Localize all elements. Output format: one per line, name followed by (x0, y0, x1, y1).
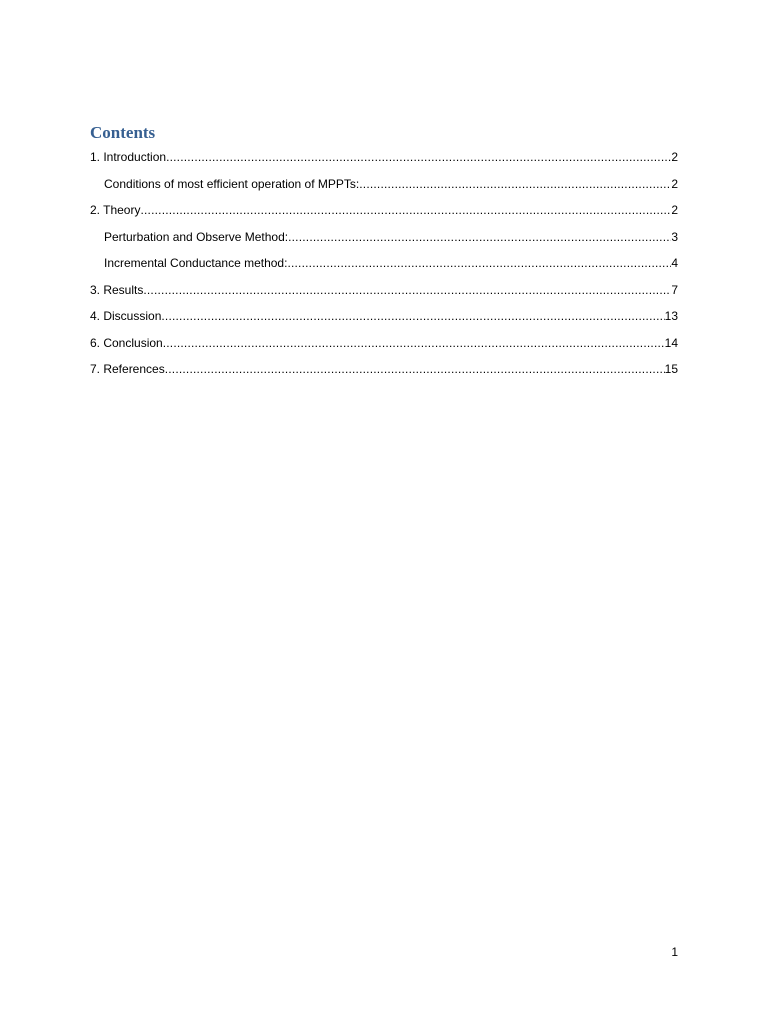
toc-dot-leader (287, 254, 671, 272)
toc-entry-title: 6. Conclusion (90, 335, 163, 350)
toc-entry-references[interactable] (90, 360, 678, 387)
toc-entry-conclusion[interactable] (90, 334, 678, 361)
toc-heading: Contents (90, 123, 156, 142)
toc-entry-title: 1. Introduction (90, 150, 167, 164)
toc-entry-title: 2. Theory (90, 203, 141, 217)
toc-entry-conditions-mppt[interactable] (90, 175, 678, 202)
toc-entry-page: 4 (671, 256, 678, 270)
toc-entry-title: Conditions of most efficient operation of MPPTs: (104, 176, 360, 191)
toc-entry-page: 14 (664, 335, 678, 350)
toc-entry-page: 3 (671, 229, 678, 244)
footer-page-number: 1 (671, 945, 678, 959)
toc-dot-leader (140, 201, 671, 219)
toc-entry-incremental-conductance[interactable] (90, 254, 678, 281)
toc-dot-leader (143, 281, 671, 299)
toc-dot-leader (163, 334, 665, 352)
toc-list (90, 148, 678, 387)
toc-entry-perturbation-observe[interactable] (90, 228, 678, 255)
toc-dot-leader (359, 175, 671, 193)
toc-dot-leader (288, 228, 671, 246)
toc-entry-page: 13 (664, 309, 678, 323)
toc-entry-theory[interactable] (90, 201, 678, 228)
toc-entry-title: 3. Results (90, 282, 144, 297)
toc-entry-title: 7. References (90, 362, 165, 376)
toc-dot-leader (165, 360, 665, 378)
toc-entry-discussion[interactable] (90, 307, 678, 334)
toc-entry-page: 2 (671, 203, 678, 217)
toc-dot-leader (161, 307, 664, 325)
toc-entry-page: 2 (671, 150, 678, 164)
toc-entry-page: 7 (671, 282, 678, 297)
toc-entry-title: 4. Discussion (90, 309, 162, 323)
toc-entry-introduction[interactable] (90, 148, 678, 175)
toc-entry-page: 2 (671, 176, 678, 191)
toc-entry-title: Perturbation and Observe Method: (104, 229, 289, 244)
toc-dot-leader (166, 148, 671, 166)
toc-entry-title: Incremental Conductance method: (104, 256, 288, 270)
toc-entry-page: 15 (664, 362, 678, 376)
toc-entry-results[interactable] (90, 281, 678, 308)
